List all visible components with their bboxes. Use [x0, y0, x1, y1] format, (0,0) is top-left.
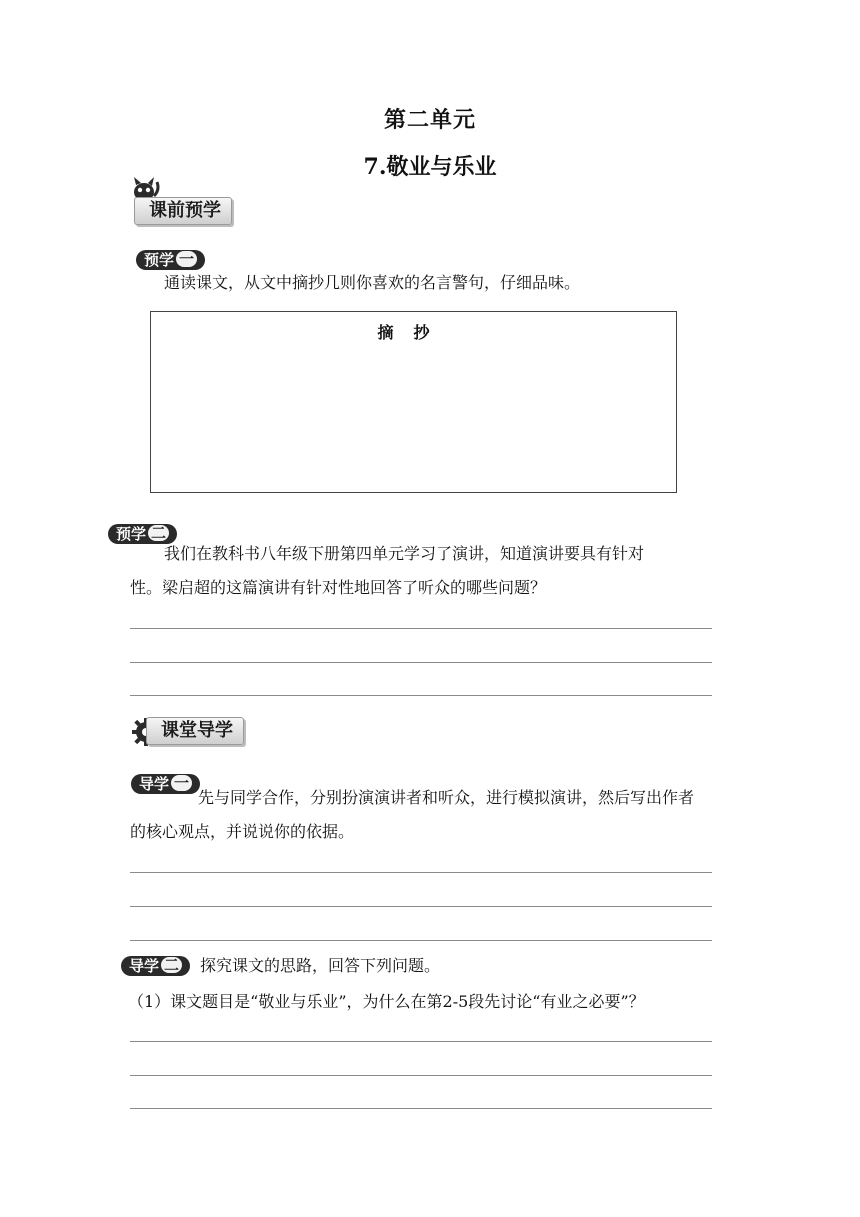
pre-task2-text-line2: 性。梁启超的这篇演讲有针对性地回答了听众的哪些问题？ — [130, 578, 547, 597]
tag-number: 一 — [171, 775, 192, 791]
answer-line[interactable] — [130, 1108, 712, 1109]
answer-line[interactable] — [130, 662, 712, 663]
pre-task1-instruction: 通读课文，从文中摘抄几则你喜欢的名言警句，仔细品味。 — [164, 273, 581, 292]
guide-task2-instruction: 探究课文的思路，回答下列问题。 — [200, 956, 441, 975]
guide-task2-question1: （1）课文题目是“敬业与乐业”，为什么在第2-5段先讨论“有业之必要”？ — [128, 992, 645, 1011]
tag-label: 导学 — [129, 957, 160, 975]
tag-number: 一 — [176, 251, 197, 267]
answer-line[interactable] — [130, 1041, 712, 1042]
task-tag-pre-1 — [136, 250, 205, 270]
tag-number: 二 — [161, 957, 182, 973]
task-tag-guide-2 — [121, 956, 190, 976]
tag-label: 预学 — [144, 251, 175, 269]
guide-task1-text-line2: 的核心观点，并说说你的依据。 — [130, 822, 355, 841]
tag-label: 预学 — [116, 525, 147, 543]
tag-label: 导学 — [139, 775, 170, 793]
tag-number: 二 — [148, 525, 169, 541]
section-banner-class-study: 课堂导学 — [146, 717, 244, 745]
unit-title: 第二单元 — [383, 107, 476, 133]
lesson-title: 7.敬业与乐业 — [363, 154, 497, 180]
guide-task1-text-line1: 先与同学合作，分别扮演演讲者和听众，进行模拟演讲，然后写出作者 — [198, 788, 695, 807]
answer-line[interactable] — [130, 940, 712, 941]
answer-line[interactable] — [130, 628, 712, 629]
excerpt-box-title: 摘抄 — [377, 323, 450, 342]
task-tag-pre-2 — [108, 524, 177, 544]
task-tag-guide-1 — [131, 774, 200, 794]
pre-task2-text-line1: 我们在教科书八年级下册第四单元学习了演讲，知道演讲要具有针对 — [164, 544, 645, 563]
answer-line[interactable] — [130, 1075, 712, 1076]
answer-line[interactable] — [130, 872, 712, 873]
section-banner-pre-study: 课前预学 — [134, 197, 232, 225]
answer-line[interactable] — [130, 906, 712, 907]
answer-line[interactable] — [130, 695, 712, 696]
